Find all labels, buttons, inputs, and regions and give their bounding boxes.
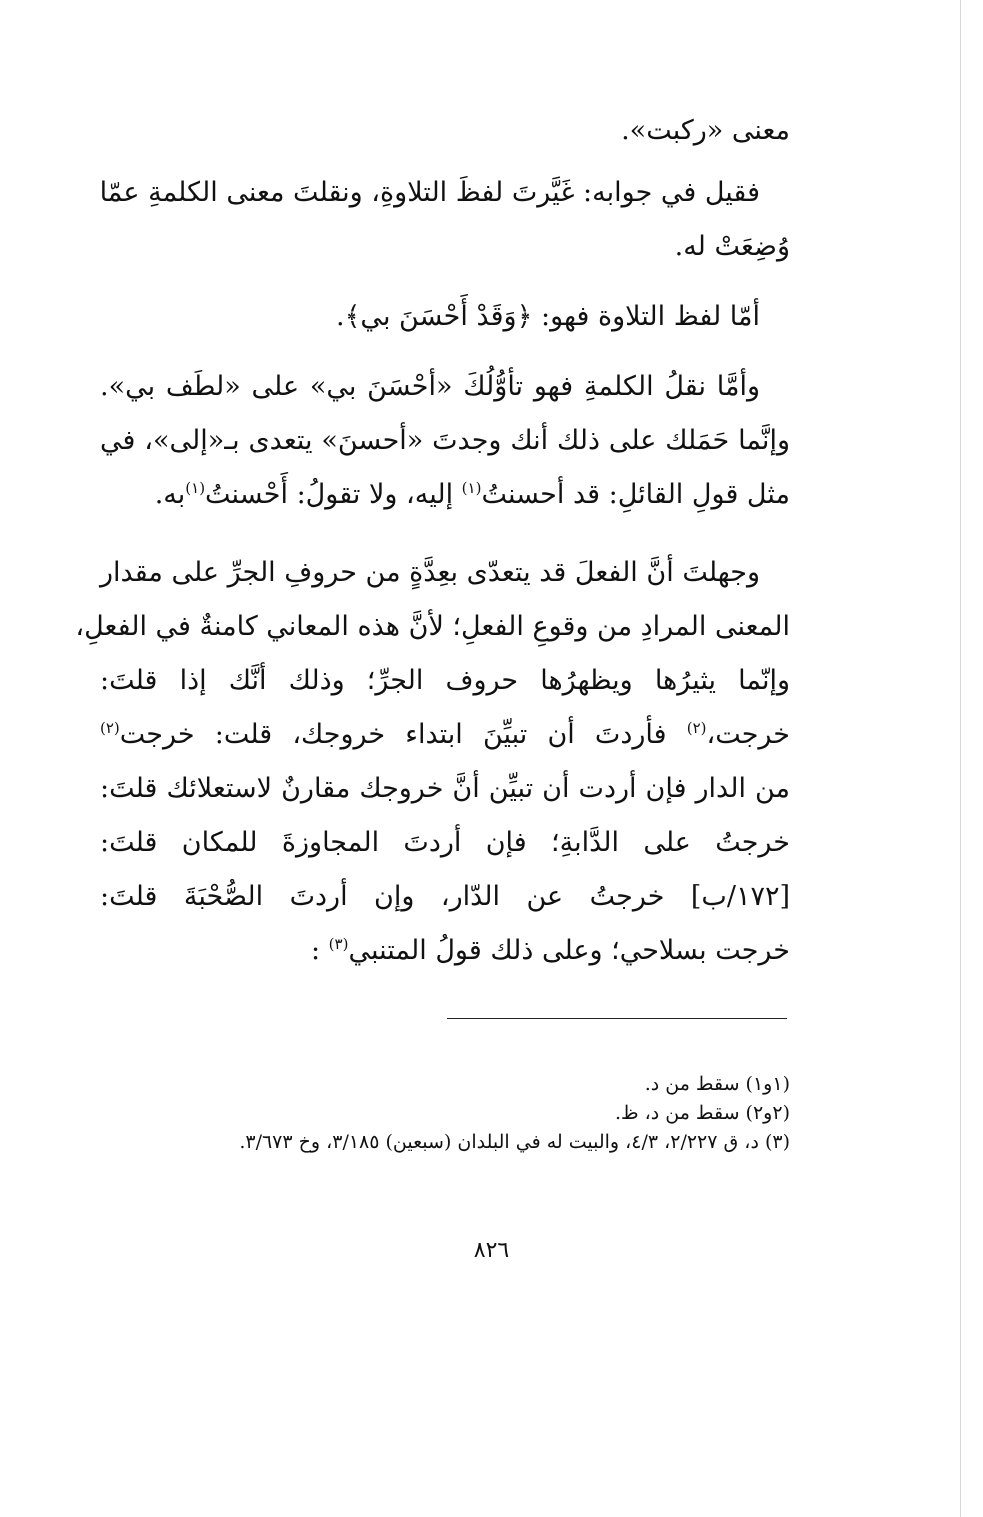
paragraph-5-line-8-part-a: خرجت بسلاحي؛ وعلى ذلك قولُ المتنبي [348, 935, 790, 966]
paragraph-5-line-5: من الدار فإن أردت أن تبيِّن أنَّ خروجك مقارنٌ لاستعلائك قلتَ: [100, 773, 790, 804]
paragraph-2-line-1: فقيل في جوابه: غَيَّرتَ لفظَ التلاوةِ، ونقلتَ معنى الكلمةِ عمّا [99, 177, 760, 208]
paragraph-2-line-2: وُضِعَتْ له. [674, 231, 790, 262]
paragraph-1-line-1: معنى «ركبت». [621, 115, 790, 146]
paragraph-1 [100, 104, 790, 158]
paragraph-5 [75, 546, 790, 978]
paragraph-5-line-7: [١٧٢/ب] خرجتُ عن الدّار، وإن أردتَ الصُّحْبَةَ قلتَ: [100, 881, 790, 912]
page-edge-line [960, 0, 961, 1517]
footnote-ref-2b: (٢) [100, 719, 120, 737]
paragraph-5-line-8 [100, 924, 790, 978]
paragraph-4-line-3 [100, 468, 790, 522]
footnote-ref-3: (٣) [328, 935, 349, 953]
paragraph-5-line-6: خرجتُ على الدَّابةِ؛ فإن أردتَ المجاوزةَ للمكان قلتَ: [100, 827, 790, 858]
footnote-ref-1a: (١) [461, 479, 482, 497]
paragraph-4-line-1: وأمَّا نقلُ الكلمةِ فهو تأوُّلُكَ «أحْسَنَ بي» على «لطَف بي». [100, 371, 760, 402]
footnote-ref-2a: (٢) [686, 719, 707, 737]
paragraph-4 [100, 360, 790, 522]
paragraph-5-line-4-part-a: خرجت، [706, 719, 790, 750]
paragraph-5-line-8-part-b: : [310, 935, 329, 966]
footnote-2: (٢و٢) سقط من د، ظ. [614, 1102, 790, 1124]
paragraph-4-line-2: وإنَّما حَمَلك على ذلك أنك وجدتَ «أحسنَ» يتعدى بـ«إلى»، في [100, 425, 790, 456]
paragraph-5-line-1: وجهلتَ أنَّ الفعلَ قد يتعدّى بعِدَّةٍ من حروفِ الجرِّ على مقدار [100, 557, 760, 588]
paragraph-5-line-3: وإنّما يثيرُها ويظهرُها حروف الجرِّ؛ وذلك أنَّك إذا قلتَ: [100, 665, 790, 696]
paragraph-3 [100, 290, 790, 344]
footnote-divider [447, 1018, 787, 1019]
footnote-ref-1b: (١) [185, 479, 206, 497]
paragraph-5-line-2: المعنى المرادِ من وقوعِ الفعلِ؛ لأنَّ هذه المعاني كامنةٌ في الفعلِ، [75, 611, 790, 642]
footnote-3: (٣) د، ق ٢/٢٢٧، ٤/٣، والبيت له في البلدان (سبعين) ٣/١٨٥، وخ ٣/٦٧٣. [239, 1131, 790, 1153]
paragraph-4-line-3-part-b: إليه، ولا تقولُ: أَحْسنتُ [205, 479, 462, 510]
paragraph-4-line-3-part-c: به. [154, 479, 186, 510]
footnote-1: (١و١) سقط من د. [644, 1073, 790, 1095]
page-number: ٨٢٦ [473, 1238, 510, 1263]
paragraph-4-line-3-part-a: مثل قولِ القائلِ: قد أحسنتُ [481, 479, 790, 510]
paragraph-5-line-4 [100, 708, 790, 762]
footnotes [100, 1070, 790, 1157]
paragraph-3-line-1: أمّا لفظ التلاوة فهو: ﴿وَقَدْ أَحْسَنَ بي﴾. [336, 301, 760, 332]
paragraph-5-line-4-part-b: فأردتَ أن تبيِّنَ ابتداء خروجك، قلت: خرجت [119, 719, 687, 750]
paragraph-2 [100, 166, 790, 274]
